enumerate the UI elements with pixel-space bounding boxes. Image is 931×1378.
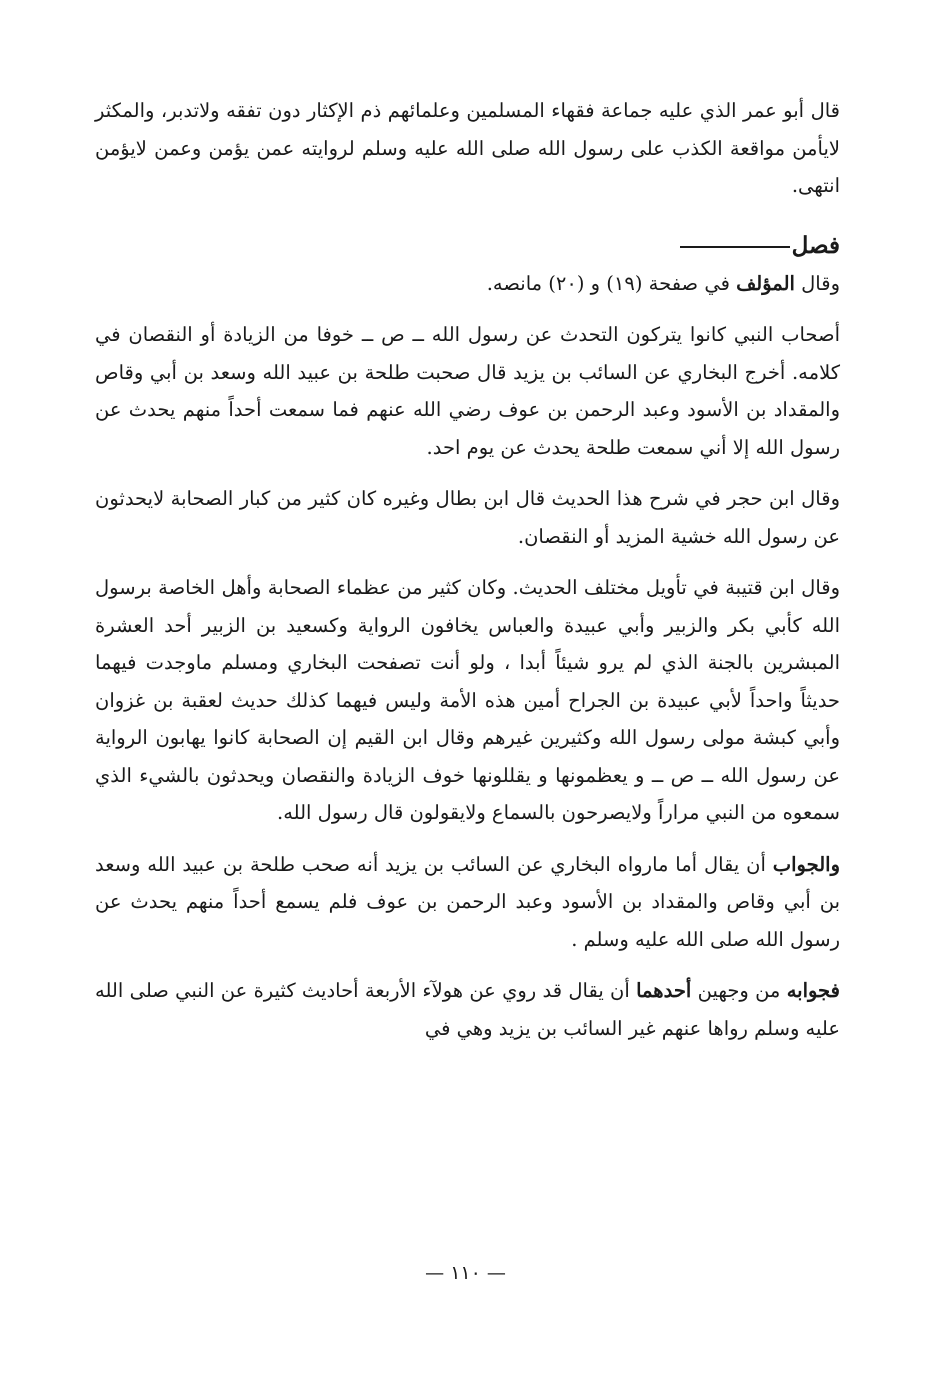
intro-paragraph: قال أبو عمر الذي عليه جماعة فقهاء المسلمين وعلمائهم ذم الإكثار دون تفقه ولاتدبر، والمكثر لايأمن مواقعة الكذب على رسول الله صلى الله عليه وسلم لروايته عمن يؤمن وعمن لايؤمن انتهى. [95, 99, 840, 197]
answer-label: والجواب [772, 852, 840, 876]
page-body [95, 92, 840, 1047]
heading-kashida-line [680, 246, 790, 248]
heading-word: فصل [791, 231, 840, 259]
section-heading [95, 231, 840, 265]
quote-paragraph-3: وقال ابن قتيبة في تأويل مختلف الحديث. وكان كثير من عظماء الصحابة وأهل الخاصة برسول الله كأبي بكر والزبير وأبي عبيدة والعباس يخافون الرواية وكسعيد بن الزبير أحد العشرة المبشرين بالجنة الذي لم يرو شيئاً أبدا ، ولو أنت تصفحت البخاري ومسلم ماوجدت فيهما حديثاً واحداً لأبي عبيدة بن الجراح أمين هذه الأمة وليس فيهما كذلك حديث لعقبة بن غزوان وأبي كبشة مولى رسول الله وكثيرين غيرهم وقال ابن القيم إن الصحابة كانوا يهابون الرواية عن رسول الله ــ ص ــ و يعظمونها و يقللونها خوف الزيادة والنقصان ويحدثون بالشيء الذي سمعوه من النبي مراراً ولايصرحون بالسماع ولايقولون قال رسول الله. [95, 576, 840, 824]
quote-paragraph-1: أصحاب النبي كانوا يتركون التحدث عن رسول الله ــ ص ــ خوفا من الزيادة أو النقصان في كلامه. أخرج البخاري عن السائب بن يزيد قال صحبت طلحة بن عبيد الله وسعد بن أبي وقاص والمقداد بن الأسود وعبد الرحمن بن عوف رضي الله عنهم فما سمعت أحداً منهم يحدث عن رسول الله إلا أني سمعت طلحة يحدث عن يوم احد. [95, 323, 840, 459]
reply-label-2: أحدهما [636, 979, 692, 1002]
quote-paragraph-2: وقال ابن حجر في شرح هذا الحديث قال ابن بطال وغيره كان كثير من كبار الصحابة لايحدثون عن رسول الله خشية المزيد أو النقصان. [95, 487, 840, 548]
intro-post: في صفحة (١٩) و (٢٠) مانصه. [486, 271, 730, 295]
page-number: — ١١٠ — [425, 1262, 506, 1284]
author-quote-intro [95, 265, 840, 303]
heading-text [678, 231, 840, 261]
intro-pre: وقال [801, 271, 840, 295]
reply-text: أن يقال قد روي عن هولآء الأربعة أحاديث كثيرة عن النبي صلى الله عليه وسلم رواها عنهم غير السائب بن يزيد وهي في [95, 979, 840, 1040]
reply-mid: من وجهين [697, 979, 781, 1002]
reply-label-1: فجوابه [786, 979, 840, 1002]
reply-paragraph [95, 972, 840, 1047]
answer-paragraph [95, 846, 840, 959]
intro-bold: المؤلف [736, 271, 795, 295]
answer-text: أن يقال أما مارواه البخاري عن السائب بن يزيد أنه صحب طلحة بن عبيد الله وسعد بن أبي وقاص والمقداد بن الأسود وعبد الرحمن بن عوف فلم يسمع أحداً منهم يحدث عن رسول الله صلى الله عليه وسلم . [95, 852, 840, 951]
